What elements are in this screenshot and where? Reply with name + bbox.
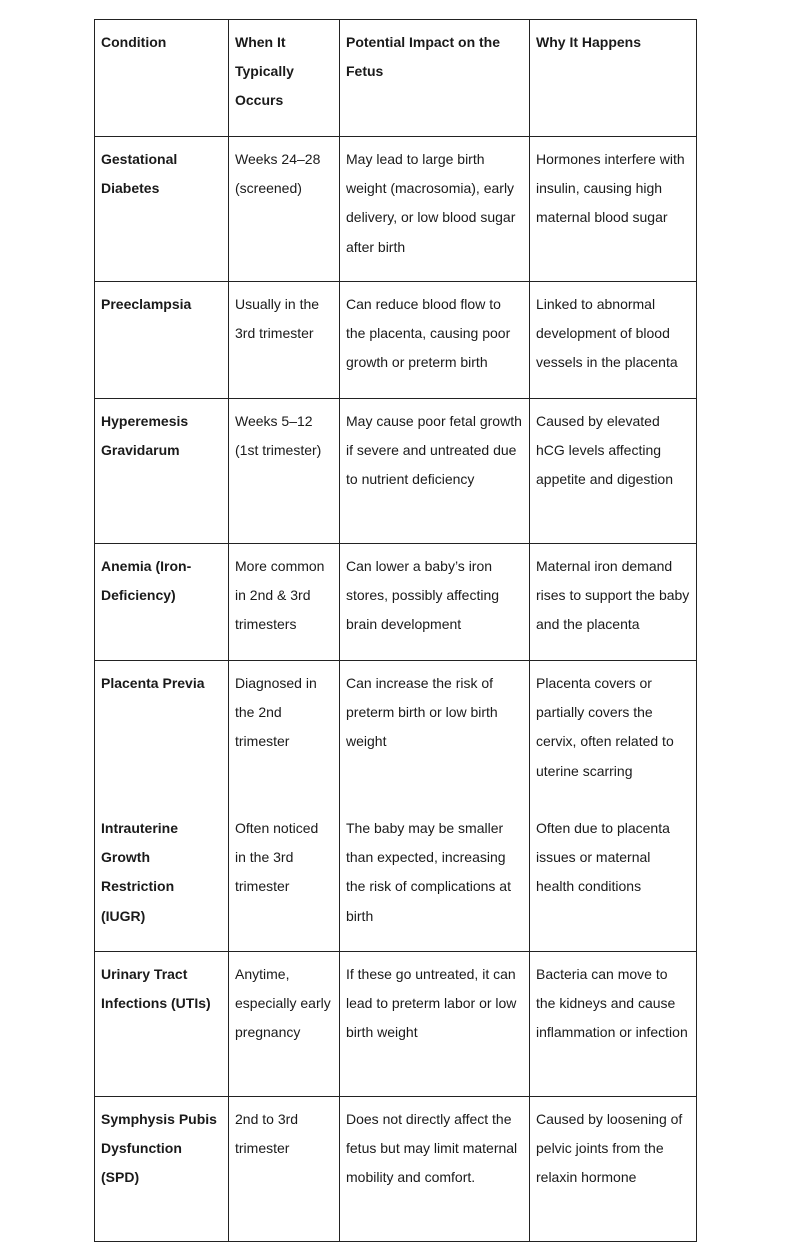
condition-cell: Urinary Tract Infections (UTIs): [95, 952, 229, 1097]
impact-placenta-previa: Can increase the risk of preterm birth or low birth weight: [346, 675, 498, 750]
condition-placenta-previa: Placenta Previa: [101, 675, 205, 691]
conditions-table: [94, 19, 697, 1242]
table-row: [95, 137, 697, 282]
condition-cell: Anemia (Iron-Deficiency): [95, 544, 229, 661]
when-cell: More common in 2nd & 3rd trimesters: [229, 544, 340, 661]
condition-cell: Preeclampsia: [95, 282, 229, 399]
when-cell: Weeks 5–12 (1st trimester): [229, 399, 340, 544]
header-why: Why It Happens: [530, 20, 697, 137]
table-row: [95, 1097, 697, 1242]
why-cell: Linked to abnormal development of blood vessels in the placenta: [530, 282, 697, 399]
when-iugr: Often noticed in the 3rd trimester: [235, 820, 319, 895]
header-impact: Potential Impact on the Fetus: [340, 20, 530, 137]
when-cell: Weeks 24–28 (screened): [229, 137, 340, 282]
table-row: [95, 399, 697, 544]
condition-cell: Symphysis Pubis Dysfunction (SPD): [95, 1097, 229, 1242]
why-placenta-previa: Placenta covers or partially covers the cervix, often related to uterine scarring: [536, 675, 674, 779]
table-header-row: [95, 20, 697, 137]
impact-cell: May lead to large birth weight (macrosomia), early delivery, or low blood sugar after birth: [340, 137, 530, 282]
table-row: [95, 661, 697, 952]
impact-cell: Can lower a baby’s iron stores, possibly affecting brain development: [340, 544, 530, 661]
condition-cell: Hyperemesis Gravidarum: [95, 399, 229, 544]
condition-cell: [95, 661, 229, 952]
why-cell: [530, 661, 697, 952]
when-cell: 2nd to 3rd trimester: [229, 1097, 340, 1242]
why-cell: Caused by loosening of pelvic joints from the relaxin hormone: [530, 1097, 697, 1242]
table-row: [95, 282, 697, 399]
why-cell: Caused by elevated hCG levels affecting appetite and digestion: [530, 399, 697, 544]
impact-cell: If these go untreated, it can lead to preterm labor or low birth weight: [340, 952, 530, 1097]
when-cell: [229, 661, 340, 952]
header-when: When It Typically Occurs: [229, 20, 340, 137]
why-cell: Maternal iron demand rises to support the baby and the placenta: [530, 544, 697, 661]
impact-cell: [340, 661, 530, 952]
when-cell: Anytime, especially early pregnancy: [229, 952, 340, 1097]
impact-cell: Does not directly affect the fetus but may limit maternal mobility and comfort.: [340, 1097, 530, 1242]
when-placenta-previa: Diagnosed in the 2nd trimester: [235, 675, 317, 750]
impact-iugr: The baby may be smaller than expected, increasing the risk of complications at birth: [346, 820, 511, 924]
condition-cell: Gestational Diabetes: [95, 137, 229, 282]
why-cell: Hormones interfere with insulin, causing high maternal blood sugar: [530, 137, 697, 282]
when-cell: Usually in the 3rd trimester: [229, 282, 340, 399]
why-cell: Bacteria can move to the kidneys and cause inflammation or infection: [530, 952, 697, 1097]
why-iugr: Often due to placenta issues or maternal health conditions: [536, 820, 670, 895]
impact-cell: Can reduce blood flow to the placenta, causing poor growth or preterm birth: [340, 282, 530, 399]
table-row: [95, 544, 697, 661]
condition-iugr: Intrauterine Growth Restriction (IUGR): [101, 820, 179, 924]
impact-cell: May cause poor fetal growth if severe and untreated due to nutrient deficiency: [340, 399, 530, 544]
header-condition: Condition: [95, 20, 229, 137]
table-row: [95, 952, 697, 1097]
